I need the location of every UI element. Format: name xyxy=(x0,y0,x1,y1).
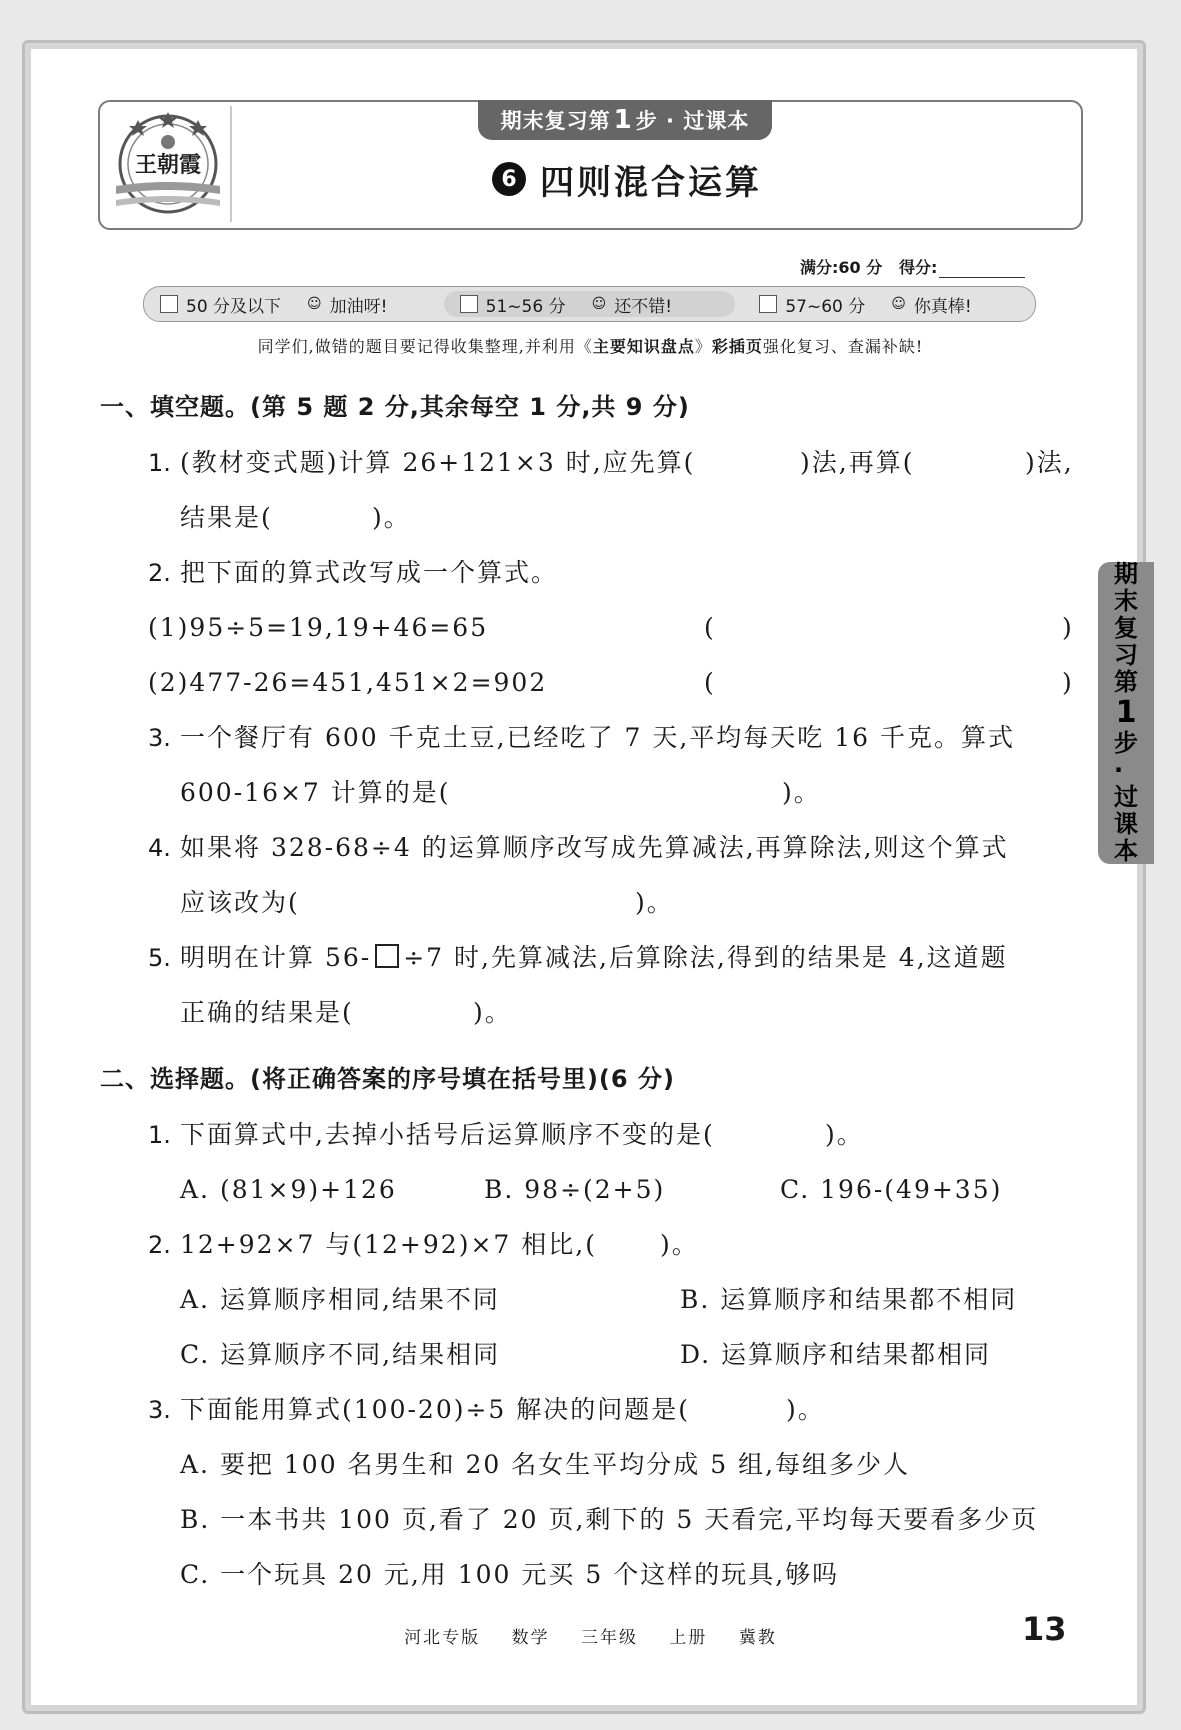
unit-title: 四则混合运算 xyxy=(540,162,762,203)
sub-question: (2)477-26=451,451×2=902 xyxy=(148,668,548,697)
tip-text: 强化复习、查漏补缺! xyxy=(762,337,924,356)
study-tip xyxy=(0,334,1181,357)
side-tab-char: 期 xyxy=(1114,560,1138,588)
side-tab-char: 末 xyxy=(1114,587,1138,615)
score-line xyxy=(800,255,1025,278)
question-2-sub-1 xyxy=(100,600,1080,655)
blank-square xyxy=(375,944,399,968)
step-prefix: 期末复习第 xyxy=(500,109,611,133)
checkbox[interactable] xyxy=(160,295,178,313)
side-tab-top xyxy=(1114,561,1138,696)
worksheet-content xyxy=(100,380,1080,1602)
option-a[interactable]: A. 要把 100 名男生和 20 名女生平均分成 5 组,每组多少人 xyxy=(180,1450,911,1479)
question-text: )。 xyxy=(372,503,411,532)
question-text: )。 xyxy=(825,1120,864,1149)
full-score: 满分:60 分 xyxy=(800,258,883,277)
question-text: 600-16×7 计算的是( xyxy=(180,778,451,807)
side-tab-char: 课 xyxy=(1114,810,1138,838)
choice-question-2 xyxy=(100,1217,1080,1272)
tip-highlight: 彩插页 xyxy=(711,337,763,356)
rating-comment: 你真棒! xyxy=(913,296,972,317)
choice-options xyxy=(100,1492,1080,1547)
question-1-line-2 xyxy=(100,490,1080,545)
question-text: )。 xyxy=(635,888,674,917)
question-text: 结果是( xyxy=(180,503,273,532)
question-text: 如果将 328-68÷4 的运算顺序改写成先算减法,再算除法,则这个算式 xyxy=(180,833,1009,862)
question-number: 4. xyxy=(148,834,171,862)
question-4 xyxy=(100,820,1080,875)
question-2 xyxy=(100,545,1080,600)
tip-highlight: 主要知识盘点 xyxy=(592,337,695,356)
question-5 xyxy=(100,930,1080,985)
question-1 xyxy=(100,435,1080,490)
side-tab-char: 过 xyxy=(1114,783,1138,811)
checkbox[interactable] xyxy=(759,295,777,313)
smile-icon: ☺ xyxy=(591,296,607,312)
question-text: 下面能用算式(100-20)÷5 解决的问题是( xyxy=(180,1395,691,1424)
answer-bracket-close: ) xyxy=(1062,668,1074,697)
question-5-line-2 xyxy=(100,985,1080,1040)
question-text: ÷7 时,先算减法,后算除法,得到的结果是 4,这道题 xyxy=(403,943,1008,972)
question-text: 正确的结果是( xyxy=(180,998,354,1027)
side-tab-bottom xyxy=(1114,730,1138,865)
rating-comment: 还不错! xyxy=(614,296,673,317)
footer-grade: 三年级 xyxy=(581,1628,638,1648)
rating-bar xyxy=(143,286,1036,322)
choice-options xyxy=(100,1327,1080,1382)
question-3-line-2 xyxy=(100,765,1080,820)
choice-options xyxy=(100,1162,1080,1217)
option-a[interactable]: A. 运算顺序相同,结果不同 xyxy=(180,1285,500,1314)
option-b[interactable]: B. 运算顺序和结果都不相同 xyxy=(680,1285,1018,1314)
option-c[interactable]: C. 一个玩具 20 元,用 100 元买 5 个这样的玩具,够吗 xyxy=(180,1560,840,1589)
question-text: )。 xyxy=(473,998,512,1027)
section-title: 一、填空题。(第 5 题 2 分,其余每空 1 分,共 9 分) xyxy=(100,393,690,421)
question-text: 下面算式中,去掉小括号后运算顺序不变的是( xyxy=(180,1120,715,1149)
rating-label: 57~60 分 xyxy=(785,296,866,317)
question-text: 12+92×7 与(12+92)×7 相比,( xyxy=(180,1230,597,1259)
publisher-logo xyxy=(110,108,226,220)
step-number: 1 xyxy=(613,105,633,135)
answer-bracket-open: ( xyxy=(704,613,716,642)
footer-publisher: 冀教 xyxy=(738,1628,777,1648)
question-text: 把下面的算式改写成一个算式。 xyxy=(180,558,559,587)
answer-bracket-open: ( xyxy=(704,668,716,697)
step-tag xyxy=(478,100,772,140)
rating-level-1 xyxy=(144,291,436,317)
side-tab xyxy=(1098,562,1154,864)
choice-options xyxy=(100,1272,1080,1327)
question-number: 3. xyxy=(148,1396,171,1424)
page-number: 13 xyxy=(1022,1610,1067,1648)
option-a[interactable]: A. (81×9)+126 xyxy=(180,1175,397,1204)
choice-options xyxy=(100,1547,1080,1602)
question-text: )。 xyxy=(782,778,821,807)
question-text: 应该改为( xyxy=(180,888,300,917)
rating-comment: 加油呀! xyxy=(329,296,388,317)
choice-options xyxy=(100,1437,1080,1492)
score-label: 得分: xyxy=(898,258,938,277)
section-title: 二、选择题。(将正确答案的序号填在括号里)(6 分) xyxy=(100,1065,675,1093)
question-text: 一个餐厅有 600 千克土豆,已经吃了 7 天,平均每天吃 16 千克。算式 xyxy=(180,723,1016,752)
option-b[interactable]: B. 98÷(2+5) xyxy=(484,1175,666,1204)
footer-subject: 数学 xyxy=(511,1628,550,1648)
footer-edition: 河北专版 xyxy=(404,1628,481,1648)
side-tab-char: · xyxy=(1114,756,1124,784)
side-tab-char: 步 xyxy=(1114,729,1138,757)
rating-level-3 xyxy=(743,291,1035,317)
unit-number-badge: 6 xyxy=(492,162,526,196)
chapter-title xyxy=(492,154,762,204)
rating-level-2 xyxy=(444,291,736,317)
rating-label: 51~56 分 xyxy=(485,296,566,317)
question-text: )。 xyxy=(660,1230,699,1259)
checkbox[interactable] xyxy=(460,295,478,313)
question-number: 2. xyxy=(148,559,171,587)
side-tab-number: 1 xyxy=(1115,695,1137,730)
option-c[interactable]: C. 196-(49+35) xyxy=(780,1175,1003,1204)
choice-question-1 xyxy=(100,1107,1080,1162)
option-c[interactable]: C. 运算顺序不同,结果相同 xyxy=(180,1340,501,1369)
footer xyxy=(0,1623,1181,1648)
question-number: 1. xyxy=(148,1121,171,1149)
rating-label: 50 分及以下 xyxy=(186,296,282,317)
question-number: 5. xyxy=(148,944,171,972)
question-number: 2. xyxy=(148,1231,171,1259)
tip-text: 同学们,做错的题目要记得收集整理,并利用《 xyxy=(257,337,593,356)
option-b[interactable]: B. 一本书共 100 页,看了 20 页,剩下的 5 天看完,平均每天要看多少页 xyxy=(180,1505,1039,1534)
question-text: )法,再算( xyxy=(800,448,915,477)
question-text: )。 xyxy=(786,1395,825,1424)
question-text: (教材变式题)计算 26+121×3 时,应先算( xyxy=(180,448,696,477)
option-d[interactable]: D. 运算顺序和结果都相同 xyxy=(680,1340,992,1369)
sub-question: (1)95÷5=19,19+46=65 xyxy=(148,613,489,642)
question-text: )法, xyxy=(1025,448,1074,477)
choice-question-3 xyxy=(100,1382,1080,1437)
smile-icon: ☺ xyxy=(307,296,322,312)
question-number: 1. xyxy=(148,449,171,477)
tip-text: 》 xyxy=(694,337,712,356)
chapter-header xyxy=(98,100,1083,230)
star-face-icon: ☺ xyxy=(891,296,906,312)
side-tab-char: 第 xyxy=(1114,668,1138,696)
question-text: 明明在计算 56- xyxy=(180,943,372,972)
header-divider xyxy=(230,106,232,222)
footer-volume: 上册 xyxy=(669,1628,708,1648)
side-tab-char: 习 xyxy=(1114,641,1138,669)
side-tab-char: 本 xyxy=(1114,837,1138,865)
score-blank[interactable] xyxy=(939,277,1025,278)
answer-bracket-close: ) xyxy=(1062,613,1074,642)
side-tab-char: 复 xyxy=(1114,614,1138,642)
question-3 xyxy=(100,710,1080,765)
question-2-sub-2 xyxy=(100,655,1080,710)
svg-text:王朝霞: 王朝霞 xyxy=(134,152,202,178)
step-suffix: 步 · 过课本 xyxy=(635,109,750,133)
question-number: 3. xyxy=(148,724,171,752)
question-4-line-2 xyxy=(100,875,1080,930)
